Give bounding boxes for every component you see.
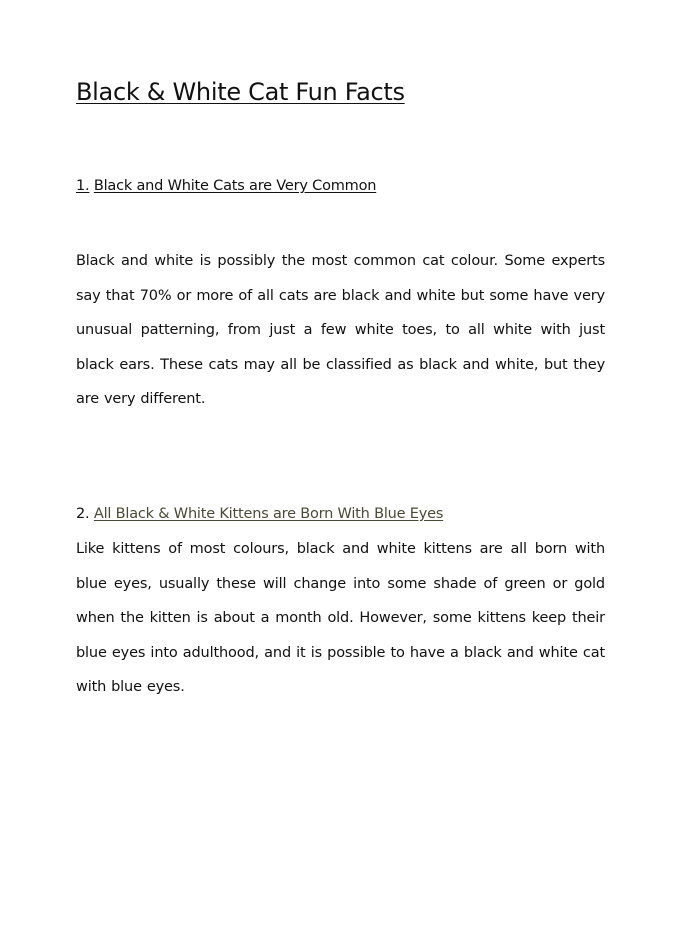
section-1-heading [76,176,376,196]
section-2-number: 2. [76,506,90,522]
document-title: Black & White Cat Fun Facts [76,78,405,106]
section-1-number: 1. [76,178,90,194]
section-1-heading-text: Black and White Cats are Very Common [93,178,377,194]
section-2-heading [76,504,443,524]
section-2-heading-text: All Black & White Kittens are Born With Blue Eyes [93,506,444,522]
section-1-body: Black and white is possibly the most common cat colour. Some experts say that 70% or more of all cats are black and white but some have very unusual patterning, from just a few white toes, to all white with just black ears. These cats may all be classified as black and white, but they are very different. [76,253,605,407]
section-2-body: Like kittens of most colours, black and white kittens are all born with blue eyes, usually these will change into some shade of green or gold when the kitten is about a month old. However, some kittens keep their blue eyes into adulthood, and it is possible to have a black and white cat with blue eyes. [76,541,605,695]
